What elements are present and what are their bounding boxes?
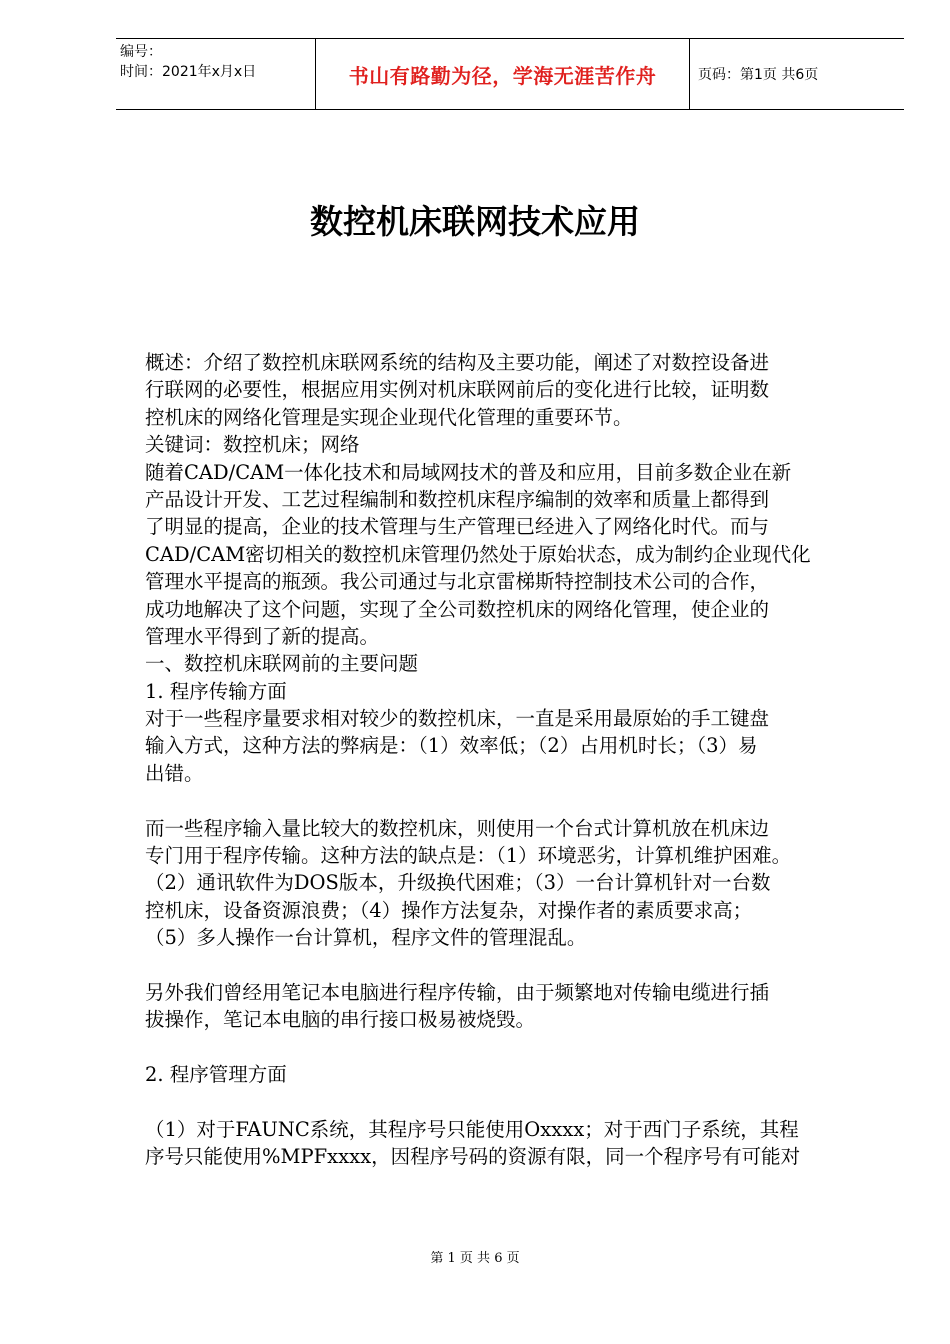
blank-line (145, 787, 890, 814)
motto-text: 书山有路勤为径，学海无涯苦作舟 (348, 63, 657, 88)
body-line: 控机床，设备资源浪费；（4）操作方法复杂，对操作者的素质要求高； (145, 898, 753, 922)
body-line: 行联网的必要性，根据应用实例对机床联网前后的变化进行比较，证明数 (145, 378, 770, 402)
body-line: 关键词：数控机床；网络 (145, 433, 360, 457)
document-title: 数控机床联网技术应用 (310, 202, 640, 241)
body-line: 管理水平提高的瓶颈。我公司通过与北京雷梯斯特控制技术公司的合作， (145, 570, 770, 594)
body-line: 成功地解决了这个问题，实现了全公司数控机床的网络化管理，使企业的 (145, 597, 770, 621)
body-line: 专门用于程序传输。这种方法的缺点是：（1）环境恶劣，计算机维护困难。 (145, 844, 792, 868)
header-page-cell (690, 39, 904, 109)
body-line: CAD/CAM密切相关的数控机床管理仍然处于原始状态，成为制约企业现代化 (145, 542, 811, 566)
body-line: 出错。 (145, 761, 204, 785)
body-line: 序号只能使用%MPFxxxx，因程序号码的资源有限，同一个程序号有可能对 (145, 1145, 801, 1169)
body-line: 控机床的网络化管理是实现企业现代化管理的重要环节。 (145, 405, 633, 429)
body-line: 概述：介绍了数控机床联网系统的结构及主要功能，阐述了对数控设备进 (145, 351, 770, 374)
blank-line (145, 952, 890, 979)
page-footer: 第 1 页 共 6 页 (430, 1251, 520, 1266)
header-meta-cell (116, 39, 316, 109)
number-label: 编号： (120, 44, 162, 60)
blank-line (145, 1034, 890, 1061)
document-body (145, 349, 890, 1171)
body-line: 2. 程序管理方面 (145, 1063, 287, 1087)
body-line: （2）通讯软件为DOS版本，升级换代困难；（3）一台计算机针对一台数 (145, 871, 771, 895)
body-line: 而一些程序输入量比较大的数控机床，则使用一个台式计算机放在机床边 (145, 816, 770, 840)
body-line: 输入方式，这种方法的弊病是：（1）效率低；（2）占用机时长；（3）易 (145, 734, 758, 758)
body-line: 1. 程序传输方面 (145, 679, 287, 703)
body-line: 随着CAD/CAM一体化技术和局域网技术的普及和应用，目前多数企业在新 (145, 460, 792, 484)
body-line: 产品设计开发、工艺过程编制和数控机床程序编制的效率和质量上都得到 (145, 487, 770, 511)
body-line: （1）对于FAUNC系统，其程序号只能使用Oxxxx；对于西门子系统，其程 (145, 1117, 799, 1141)
header-table (116, 38, 904, 110)
body-line: 一、数控机床联网前的主要问题 (145, 652, 419, 676)
body-line: 了明显的提高，企业的技术管理与生产管理已经进入了网络化时代。而与 (145, 515, 770, 539)
header-motto-cell (316, 39, 690, 109)
time-label: 时间：2021年x月x日 (120, 64, 257, 80)
body-line: 另外我们曾经用笔记本电脑进行程序传输，由于频繁地对传输电缆进行插 (145, 980, 770, 1004)
body-line: 对于一些程序量要求相对较少的数控机床，一直是采用最原始的手工键盘 (145, 707, 770, 731)
page-code: 页码：第1页 共6页 (698, 67, 819, 83)
body-line: 拔操作，笔记本电脑的串行接口极易被烧毁。 (145, 1008, 536, 1032)
body-line: （5）多人操作一台计算机，程序文件的管理混乱。 (145, 926, 587, 950)
blank-line (145, 1089, 890, 1116)
body-line: 管理水平得到了新的提高。 (145, 624, 380, 648)
